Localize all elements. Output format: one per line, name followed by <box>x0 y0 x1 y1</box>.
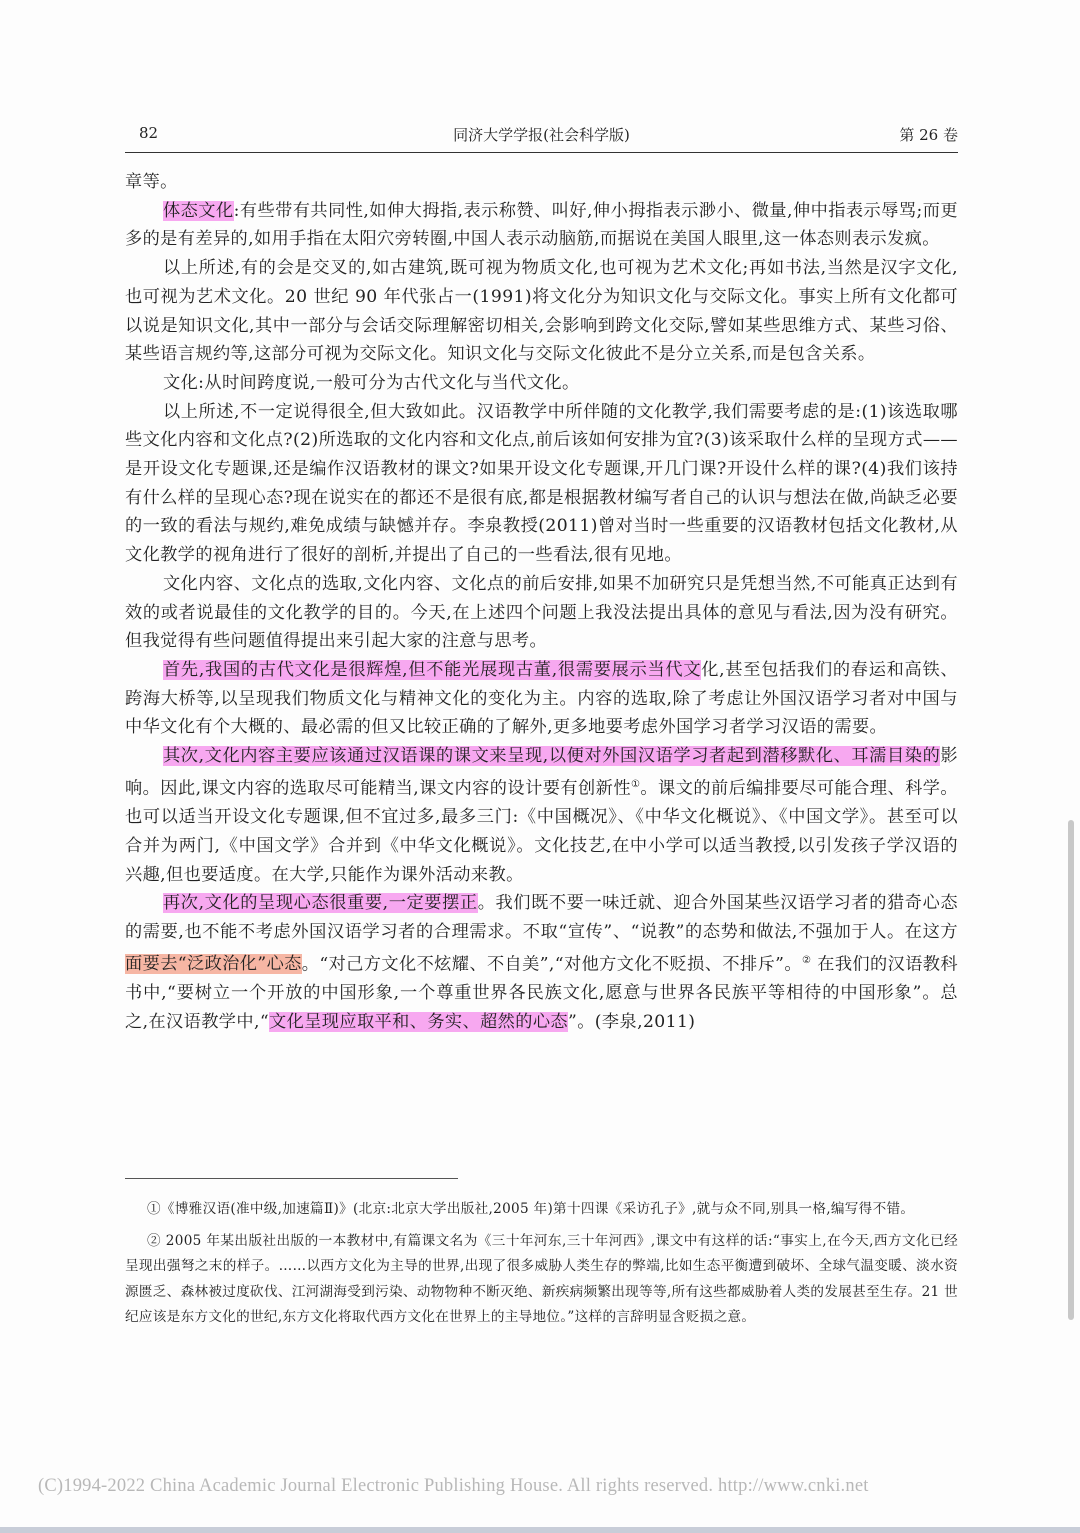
paragraph-7 <box>125 656 958 742</box>
paragraph-6: 文化内容、文化点的选取,文化内容、文化点的前后安排,如果不加研究只是凭想当然,不可能真正达到有效的或者说最佳的文化教学的目的。今天,在上述四个问题上我没法提出具体的意见与看法,因为没有研究。但我觉得有些问题值得提出来引起大家的注意与思考。 <box>125 573 958 652</box>
paragraph-text: 影响。因此,课文内容的选取尽可能精当,课文内容的设计要有创新性 <box>125 746 958 799</box>
footnote-2: ② 2005 年某出版社出版的一本教材中,有篇课文名为《三十年河东,三十年河西》,课文中有这样的话:“事实上,在今天,西方文化已经呈现出强弩之末的样子。……以西方文化为主导的世界,出现了很多威胁人类生存的弊端,比如生态平衡遭到破坏、全球气温变暖、淡水资源匮乏、森林被过度砍伐、江河湖海受到污染、动物物种不断灭绝、新疾病频繁出现等等,所有这些都威胁着人类的发展甚至生存。21 世纪应该是东方文化的世纪,东方文化将取代西方文化在世界上的主导地位。”这样的言辞明显含贬损之意。 <box>125 1232 958 1325</box>
highlight[interactable]: 再次,文化的呈现心态很重要,一定要摆正 <box>163 893 478 914</box>
copyright-watermark: (C)1994-2022 China Academic Journal Electronic Publishing House. All rights reserved. http://www.cnki.net <box>38 1476 869 1496</box>
paragraph-text: 化,甚至包括我们的春运和高铁、跨海大桥等,以呈现我们物质文化与精神文化的变化为主。内容的选取,除了考虑让外国汉语学习者对中国与中华文化有个大概的、最必需的但又比较正确的了解外,更多地要考虑外国学习者学习汉语的需要。 <box>125 659 958 738</box>
paragraph-text: 。课文的前后编排要尽可能合理、科学。也可以适当开设文化专题课,但不宜过多,最多三门:《中国概况》、《中华文化概说》、《中国文学》。甚至可以合并为两门,《中国文学》合并到《中华文化概说》。文化技艺,在中小学可以适当教授,以引发孩子学汉语的兴趣,但也要适度。在大学,只能作为课外活动来教。 <box>125 778 958 885</box>
article-body <box>125 168 958 1037</box>
footnote-divider <box>125 1178 458 1179</box>
highlight-orange[interactable]: 面要去“泛政治化”心态 <box>125 954 302 975</box>
scrollbar[interactable] <box>1068 820 1074 1320</box>
running-header <box>125 118 958 153</box>
page-number: 82 <box>139 124 159 142</box>
highlight[interactable]: 其次,文化内容主要应该通过汉语课的课文来呈现,以便对外国汉语学习者起到潜移默化、耳濡目染的 <box>163 746 941 767</box>
volume-label: 第 26 卷 <box>899 126 958 144</box>
bottom-bar <box>0 1527 1080 1533</box>
paragraph-text: :有些带有共同性,如伸大拇指,表示称赞、叫好,伸小拇指表示渺小、微量,伸中指表示辱骂;而更多的是有差异的,如用手指在太阳穴旁转圈,中国人表示动脑筋,而据说在美国人眼里,这一体态则表示发疯。 <box>125 200 958 250</box>
highlight[interactable]: 文化呈现应取平和、务实、超然的心态 <box>269 1011 569 1032</box>
paragraph-1: 章等。 <box>125 172 178 192</box>
footnote-ref-1[interactable]: ① <box>630 778 641 790</box>
footnote-1: ①《博雅汉语(准中级,加速篇Ⅱ)》(北京:北京大学出版社,2005 年)第十四课《采访孔子》,就与众不同,别具一格,编写得不错。 <box>147 1201 915 1217</box>
footnote-ref-2[interactable]: ② <box>801 954 812 966</box>
paragraph-text: 在我们的汉语教科书中,“要树立一个开放的中国形象,一个尊重世界各民族文化,愿意与世界各民族平等相待的中国形象”。总之,在汉语教学中,“ <box>125 954 958 1032</box>
paragraph-5: 以上所述,不一定说得很全,但大致如此。汉语教学中所伴随的文化教学,我们需要考虑的是:(1)该选取哪些文化内容和文化点?(2)所选取的文化内容和文化点,前后该如何安排为宜?(3)该采取什么样的呈现方式——是开设文化专题课,还是编作汉语教材的课文?如果开设文化专题课,开几门课?开设什么样的课?(4)我们该持有什么样的呈现心态?现在说实在的都还不是很有底,都是根据教材编写者自己的认识与想法在做,尚缺乏必要的一致的看法与规约,难免成绩与缺憾并存。李泉教授(2011)曾对当时一些重要的汉语教材包括文化教材,从文化教学的视角进行了很好的剖析,并提出了自己的一些看法,很有见地。 <box>125 401 958 566</box>
highlight[interactable]: 首先,我国的古代文化是很辉煌,但不能光展现古董,很需要展示当代文 <box>163 659 702 680</box>
paragraph-4: 文化:从时间跨度说,一般可分为古代文化与当代文化。 <box>163 372 580 393</box>
paragraph-3: 以上所述,有的会是交叉的,如古建筑,既可视为物质文化,也可视为艺术文化;再如书法,当然是汉字文化,也可视为艺术文化。20 世纪 90 年代张占一(1991)将文化分为知识文化与交际文化。事实上所有文化都可以说是知识文化,其中一部分与会话交际理解密切相关,会影响到跨文化交际,譬如某些思维方式、某些习俗、某些语言规约等,这部分可视为交际文化。知识文化与交际文化彼此不是分立关系,而是包含关系。 <box>125 258 958 365</box>
footnotes <box>125 1197 958 1337</box>
paragraph-2 <box>125 197 958 254</box>
highlight[interactable]: 体态文化 <box>163 200 234 221</box>
journal-title: 同济大学学报(社会科学版) <box>453 126 630 144</box>
paragraph-9 <box>125 889 958 1036</box>
paragraph-8 <box>125 742 958 889</box>
paragraph-text: 。“对己方文化不炫耀、不自美”,“对他方文化不贬损、不排斥”。 <box>301 954 802 975</box>
paragraph-text: 。我们既不要一味迁就、迎合外国某些汉语学习者的猎奇心态的需要,也不能不考虑外国汉语学习者的合理需求。不取“宣传”、“说教”的态势和做法,不强加于人。在这方 <box>125 893 958 943</box>
paragraph-text: ”。(李泉,2011) <box>568 1011 696 1032</box>
